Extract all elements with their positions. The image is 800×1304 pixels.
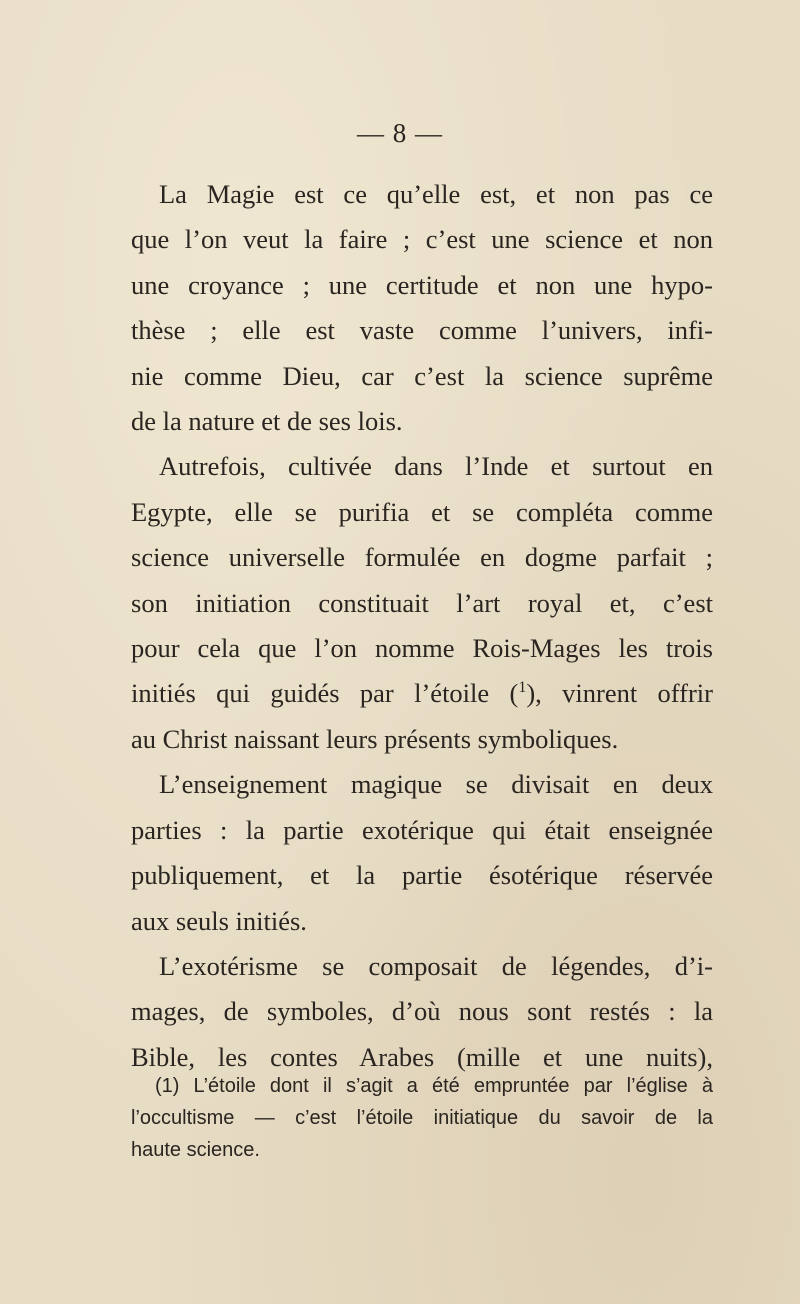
text-line: aux seuls initiés. (131, 905, 307, 936)
text-line: pour cela que l’on nomme Rois-Mages les trois (131, 633, 713, 664)
text-line: L’exotérisme se composait de légendes, d’i- (159, 950, 713, 981)
paragraph-4 (131, 944, 713, 1080)
text-line: nie comme Dieu, car c’est la science suprême (131, 360, 713, 391)
text-line: Bible, les contes Arabes (mille et une nuits), (131, 1041, 713, 1072)
text-line: que l’on veut la faire ; c’est une science et non (131, 224, 713, 255)
text-segment: initiés qui guidés par l’étoile ( (131, 678, 519, 709)
paragraph-2 (131, 444, 713, 762)
text-line: science universelle formulée en dogme parfait ; (131, 542, 713, 573)
footnote (131, 1070, 713, 1166)
text-line: L’enseignement magique se divisait en deux (159, 769, 713, 800)
text-line: de la nature et de ses lois. (131, 406, 403, 437)
text-line: La Magie est ce qu’elle est, et non pas ce (159, 179, 713, 209)
text-line: Egypte, elle se purifia et se compléta comme (131, 496, 713, 527)
body-text (131, 172, 713, 1080)
text-line: son initiation constituait l’art royal et, c’est (131, 587, 713, 618)
text-line: au Christ naissant leurs présents symboliques. (131, 723, 619, 754)
text-line: thèse ; elle est vaste comme l’univers, infi- (131, 315, 713, 346)
paragraph-1 (131, 172, 713, 444)
footnote-line: l’occultisme — c’est l’étoile initiatique du savoir de la (131, 1107, 713, 1129)
text-line: Autrefois, cultivée dans l’Inde et surtout en (159, 451, 713, 482)
footnote-line: (1) L’étoile dont il s’agit a été empruntée par l’église à (155, 1075, 713, 1097)
text-line: mages, de symboles, d’où nous sont restés : la (131, 996, 713, 1027)
text-line: parties : la partie exotérique qui était enseignée (131, 814, 713, 845)
text-segment: ), vinrent offrir (526, 678, 713, 709)
text-line: publiquement, et la partie ésotérique réservée (131, 860, 713, 891)
text-line-with-footnote-ref (131, 671, 713, 716)
paragraph-3 (131, 762, 713, 944)
footnote-line: haute science. (131, 1139, 260, 1161)
text-line: une croyance ; une certitude et non une hypo- (131, 269, 713, 300)
footnote-reference[interactable]: 1 (518, 679, 527, 697)
page-number: — 8 — (357, 118, 443, 148)
